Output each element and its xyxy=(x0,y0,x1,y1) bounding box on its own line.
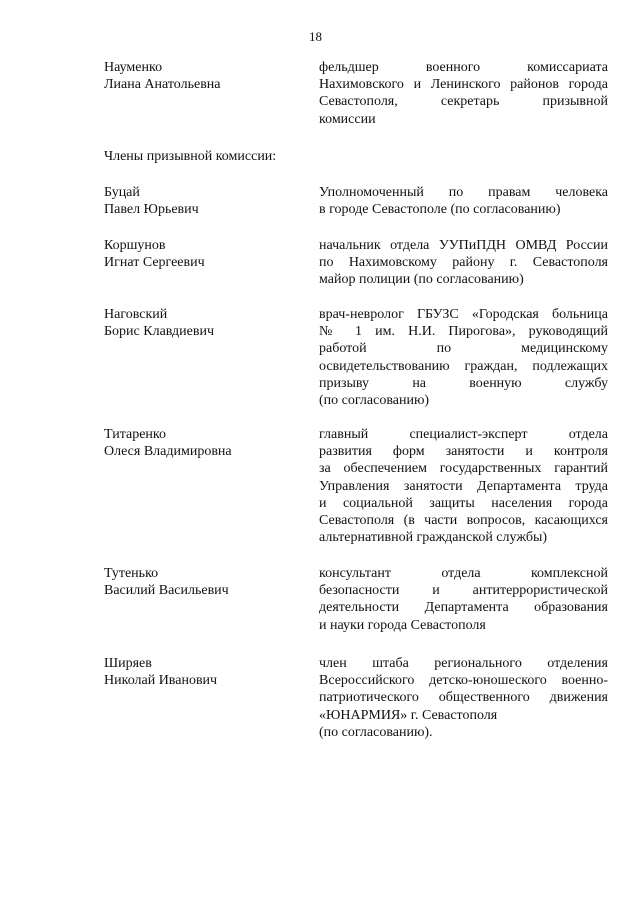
member-given-name: Игнат Сергеевич xyxy=(104,255,205,271)
position-line: за обеспечением государственных гарантий xyxy=(319,461,608,477)
member-position xyxy=(319,237,608,289)
position-line: Управления занятости Департамента труда xyxy=(319,478,608,494)
position-line: комиссии xyxy=(319,111,376,127)
position-line: Всероссийского детско-юношеского военно- xyxy=(319,673,608,689)
member-given-name: Олеся Владимировна xyxy=(104,444,232,460)
secretary-name xyxy=(104,59,304,93)
member-position xyxy=(319,306,608,409)
member-surname: Ширяев xyxy=(104,656,152,671)
position-line: фельдшер военного комиссариата xyxy=(319,60,608,75)
member-position xyxy=(319,184,608,218)
member-given-name: Николай Иванович xyxy=(104,673,218,689)
member-position xyxy=(319,655,608,741)
position-line: и социальной защиты населения города xyxy=(319,495,608,511)
position-line: по Нахимовскому району г. Севастополя xyxy=(319,255,608,271)
member-name xyxy=(104,655,304,689)
member-name xyxy=(104,426,304,460)
position-line: Нахимовского и Ленинского районов города xyxy=(319,77,608,93)
position-line: безопасности и антитеррористической xyxy=(319,583,608,599)
position-line: № 1 им. Н.И. Пирогова», руководящий xyxy=(319,324,608,340)
member-surname: Наговский xyxy=(104,307,168,322)
position-line: призыву на военную службу xyxy=(319,375,608,391)
member-name xyxy=(104,565,304,599)
member-surname: Титаренко xyxy=(104,427,166,442)
position-line: Уполномоченный по правам человека xyxy=(319,185,608,200)
member-name xyxy=(104,237,304,271)
member-given-name: Павел Юрьевич xyxy=(104,202,199,218)
member-position xyxy=(319,565,608,634)
member-surname: Тутенько xyxy=(104,566,159,581)
position-line: майор полиции (по согласованию) xyxy=(319,272,524,288)
page-number: 18 xyxy=(309,29,322,44)
secretary-surname: Науменко xyxy=(104,60,163,75)
member-position xyxy=(319,426,608,546)
section-heading: Члены призывной комиссии: xyxy=(104,149,277,164)
member-surname: Коршунов xyxy=(104,238,166,253)
position-line: деятельности Департамента образования xyxy=(319,600,608,616)
position-line: развития форм занятости и контроля xyxy=(319,444,608,460)
position-line: член штаба регионального отделения xyxy=(319,656,608,671)
position-line: в городе Севастополе (по согласованию) xyxy=(319,202,561,218)
secretary-position xyxy=(319,59,608,128)
position-line: консультант отдела комплексной xyxy=(319,566,608,581)
position-line: и науки города Севастополя xyxy=(319,617,486,633)
member-surname: Буцай xyxy=(104,185,140,200)
position-line: патриотического общественного движения xyxy=(319,690,608,706)
position-line: Севастополя (в части вопросов, касающихся xyxy=(319,513,608,529)
position-line: работой по медицинскому xyxy=(319,341,608,357)
secretary-given-name: Лиана Анатольевна xyxy=(104,77,221,93)
member-name xyxy=(104,306,304,340)
position-line: (по согласованию) xyxy=(319,393,430,409)
position-line: (по согласованию). xyxy=(319,724,433,740)
member-given-name: Борис Клавдиевич xyxy=(104,324,215,340)
position-line: главный специалист-эксперт отдела xyxy=(319,427,608,442)
position-line: Севастополя, секретарь призывной xyxy=(319,94,608,110)
position-line: врач-невролог ГБУЗС «Городская больница xyxy=(319,307,608,322)
member-given-name: Василий Васильевич xyxy=(104,583,229,599)
position-line: начальник отдела УУПиПДН ОМВД России xyxy=(319,238,608,253)
position-line: освидетельствованию граждан, подлежащих xyxy=(319,358,608,374)
position-line: альтернативной гражданской службы) xyxy=(319,530,548,546)
member-name xyxy=(104,184,304,218)
position-line: «ЮНАРМИЯ» г. Севастополя xyxy=(319,707,498,723)
